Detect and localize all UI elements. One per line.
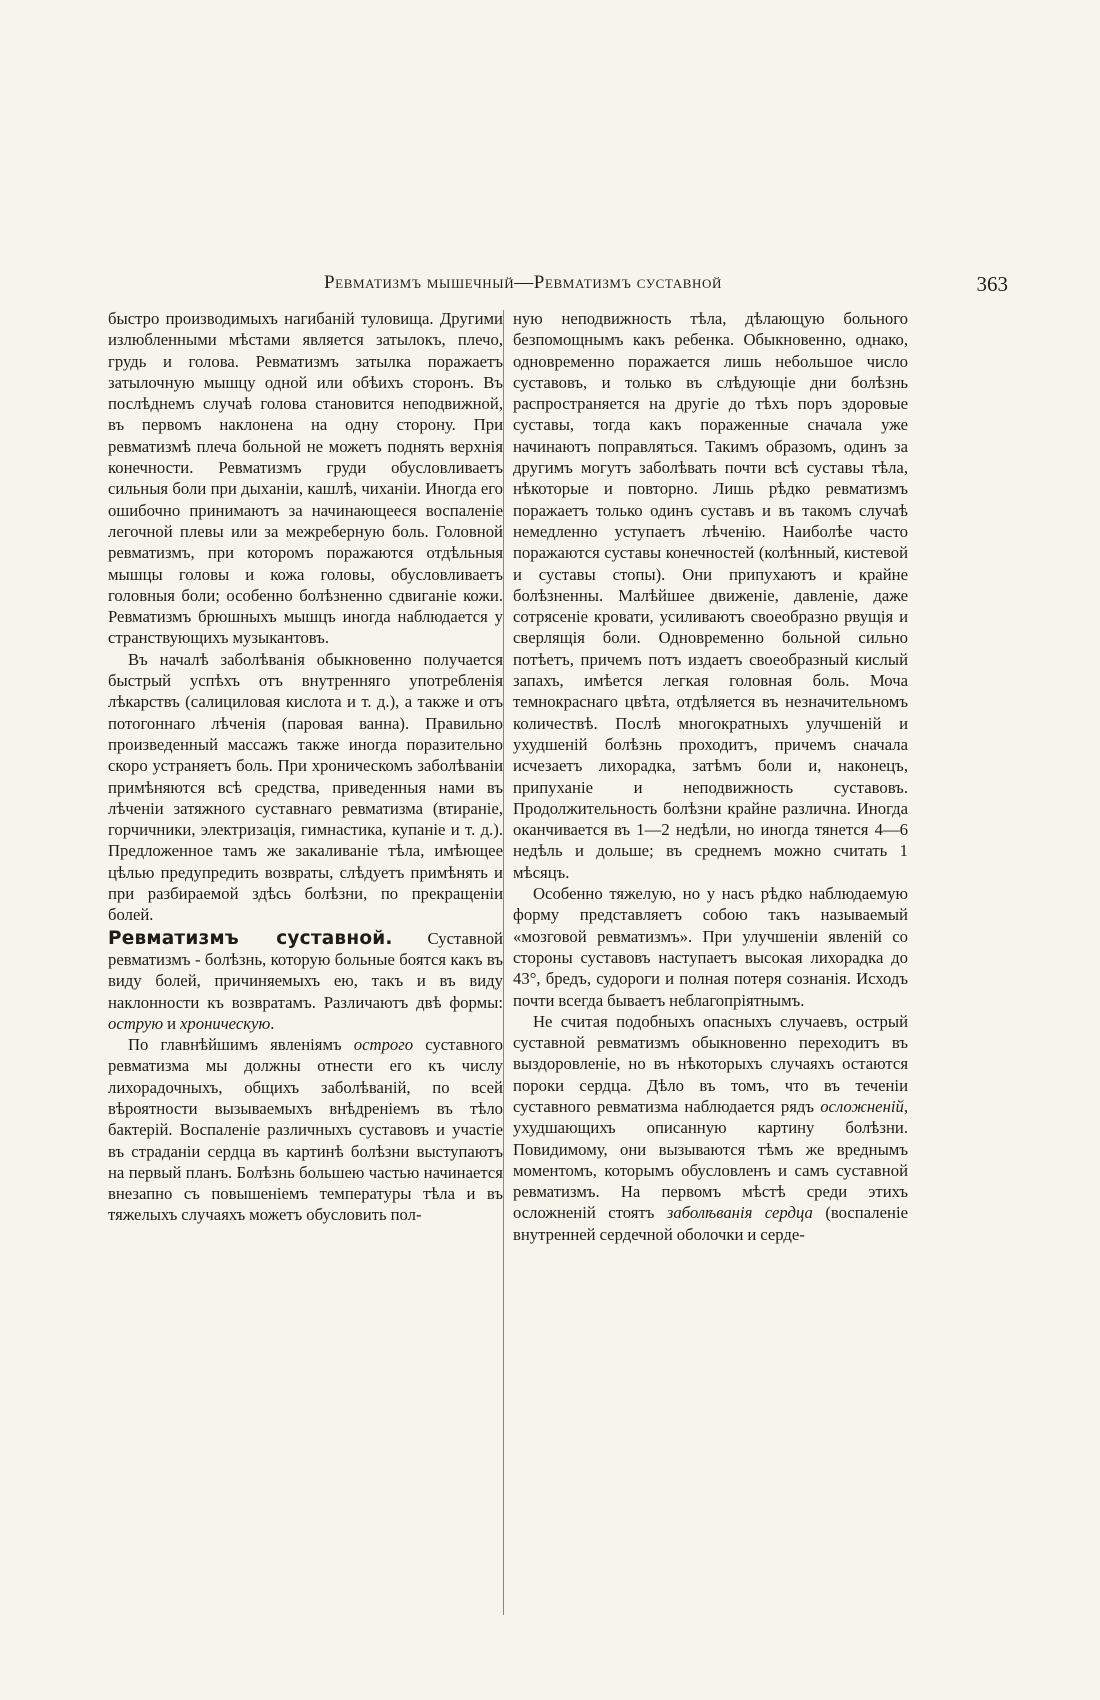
running-head-title: Ревматизмъ мышечный—Ревматизмъ суставной [323, 272, 723, 293]
emphasis-text: острого [353, 1035, 414, 1055]
left-column [108, 308, 503, 1226]
paragraph-text: Не считая подобныхъ опасныхъ случаевъ, острый суставной ревматизмъ обыкновенно переходитъ въ выздоровленіе, но въ нѣкоторыхъ случаяхъ остаются пороки сердца. Дѣло въ томъ, что въ теченіи суставного ревматизма наблюдается рядъ [513, 1011, 908, 1116]
paragraph-text: (воспаленіе внутренней сердечной оболочки и серде- [513, 1203, 909, 1244]
paragraph: быстро производимыхъ нагибаній туловища. Другими излюбленными мѣстами является затылокъ, плечо, грудь и голова. Ревматизмъ затылка поражаетъ затылочную мышцу одной или обѣихъ сторонъ. Въ послѣднемъ случаѣ голова становится неподвижной, въ первомъ наклонена на одну сторону. При ревматизмѣ плеча больной не можетъ поднять верхнія конечности. Ревматизмъ груди обусловливаетъ сильныя боли при дыханіи, кашлѣ, чиханіи. Иногда его ошибочно принимаютъ за начинающееся воспаленіе легочной плевы или за межреберную боль. Головной ревматизмъ, при которомъ поражаются отдѣльныя мышцы головы и кожа головы, обусловливаетъ головныя боли; особенно болѣзненно сдвиганіе кожи. Ревматизмъ брюшныхъ мышцъ иногда наблюдается у странствующихъ музыкантовъ. [108, 309, 503, 648]
paragraph-text: По главнѣйшимъ явленіямъ [128, 1035, 354, 1055]
right-column [513, 308, 908, 1245]
column-divider [503, 310, 504, 1615]
running-head [108, 272, 1008, 298]
paragraph-text: . [270, 1013, 275, 1033]
paragraph [108, 1034, 503, 1226]
page-number: 363 [976, 272, 1008, 296]
paragraph: ную неподвижность тѣла, дѣлающую больного безпомощнымъ какъ ребенка. Обыкновенно, однако, одновременно поражается лишь небольшое число суставовъ, и только въ слѣдующіе дни болѣзнь распространяется на другіе до тѣхъ поръ здоровые суставы, тогда какъ пораженные сначала уже начинаютъ поправляться. Такимъ образомъ, одинъ за другимъ могутъ заболѣвать почти всѣ суставы тѣла, нѣкоторые и повторно. Лишь рѣдко ревматизмъ поражаетъ только одинъ суставъ и въ такомъ случаѣ немедленно уступаетъ лѣченію. Наиболѣе часто поражаются суставы конечностей (колѣнный, кистевой и суставы стопы). Они припухаютъ и крайне болѣзненны. Малѣйшее движеніе, давленіе, даже сотрясеніе кровати, усиливаютъ своеобразно рвущія и сверлящія боли. Одновременно больной сильно потѣетъ, причемъ потъ издаетъ своеобразный кислый запахъ, имѣется легкая головная боль. Моча темнокраснаго цвѣта, отдѣляется въ незначительномъ количествѣ. Послѣ многократныхъ улучшеній и ухудшеній болѣзнь проходитъ, причемъ сначала исчезаетъ лихорадка, затѣмъ боли и, наконецъ, припуханіе и неподвижность суставовъ. Продолжительность болѣзни крайне различна. Иногда оканчивается въ 1—2 недѣли, но иногда тянется 4—6 недѣль и дольше; въ среднемъ можно считать 1 мѣсяцъ. [513, 309, 908, 882]
emphasis-text: хроническую [179, 1013, 271, 1033]
article-intro-paragraph [108, 928, 503, 1034]
paragraph: Въ началѣ заболѣванія обыкновенно получается быстрый успѣхъ отъ внутренняго употребленія лѣкарствъ (салициловая кислота и т. д.), а также и отъ потогоннаго лѣченія (паровая ванна). Правильно произведенный массажъ также иногда поразительно скоро устраняетъ боль. При хроническомъ заболѣваніи примѣняются всѣ средства, приведенныя нами въ лѣченіи затяжного суставнаго ревматизма (втираніе, горчичники, электризація, гимнастика, купаніе и т. д.). Предложенное тамъ же закаливаніе тѣла, имѣющее цѣлью предупредить возвраты, слѣдуетъ примѣнять и при разбираемой здѣсь болѣзни, по прекращеніи болей. [108, 649, 503, 925]
paragraph [513, 1011, 908, 1245]
paragraph-text: , ухудшающихъ описанную картину болѣзни. Повидимому, они вызываются тѣмъ же вреднымъ моментомъ, которымъ обусловленъ и самъ суставной ревматизмъ. На первомъ мѣстѣ среди этихъ осложненій стоятъ [513, 1096, 908, 1223]
emphasis-text: осложненій [820, 1096, 904, 1116]
article-title: Ревматизмъ суставной. [108, 927, 393, 949]
paragraph-text: суставного ревматизма мы должны отнести его къ числу лихорадочныхъ, общихъ заболѣваній, по всей вѣроятности вызываемыхъ внѣдреніемъ въ тѣло бактерій. Воспаленіе различныхъ суставовъ и участіе въ страданіи сердца въ картинѣ болѣзни выступаютъ на первый планъ. Болѣзнь большею частью начинается внезапно съ повышеніемъ температуры тѣла и въ тяжелыхъ случаяхъ можетъ обусловить пол- [108, 1035, 503, 1225]
paragraph-text: Суставной ревматизмъ - болѣзнь, которую больные боятся какъ въ виду болей, причиняемыхъ ею, такъ и въ виду наклонности къ возвратамъ. Различаютъ двѣ формы: [108, 928, 503, 1012]
paragraph: Особенно тяжелую, но у насъ рѣдко наблюдаемую форму представляетъ собою такъ называемый «мозговой ревматизмъ». При улучшеніи явленій со стороны суставовъ наступаетъ высокая лихорадка до 43°, бредъ, судороги и полная потеря сознанія. Исходъ почти всегда бываетъ неблагопріятнымъ. [513, 884, 908, 1010]
emphasis-text: заболѣванія сердца [666, 1203, 813, 1223]
emphasis-text: острую [108, 1013, 164, 1033]
paragraph-text: и [163, 1013, 180, 1033]
